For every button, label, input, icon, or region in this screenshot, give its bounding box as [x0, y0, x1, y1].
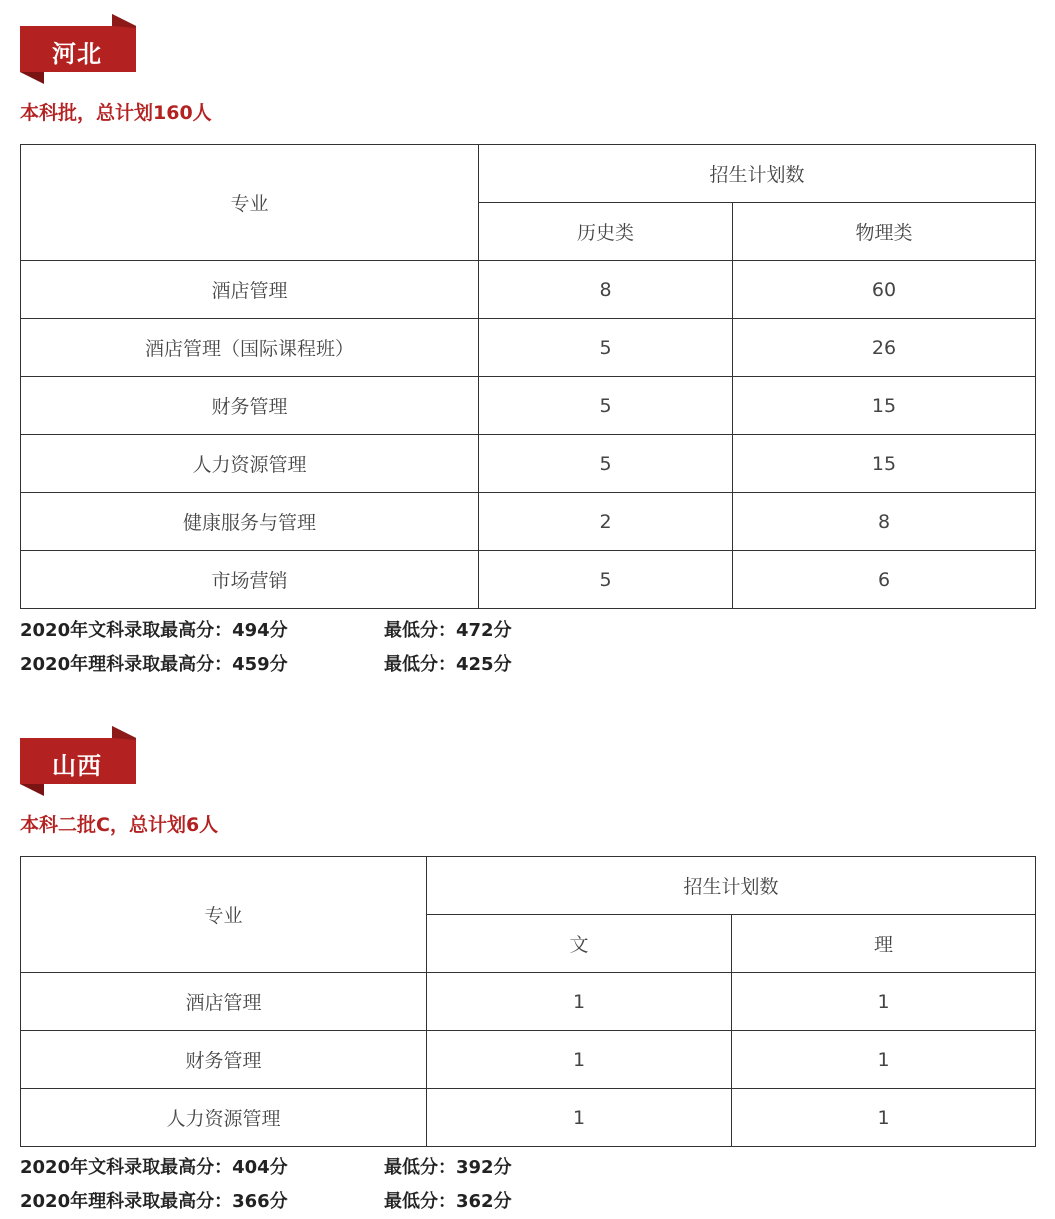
major-cell: 人力资源管理 [21, 435, 479, 493]
lowest-score: 最低分：472分 [384, 620, 512, 641]
province-name: 河北 [52, 39, 102, 68]
count-cell: 5 [479, 319, 733, 377]
header-col-science: 理 [732, 915, 1036, 973]
highest-score: 2020年理科录取最高分：366分 [20, 1191, 288, 1212]
highest-score: 2020年文科录取最高分：494分 [20, 620, 288, 641]
count-cell: 1 [427, 1031, 732, 1089]
table-row [21, 493, 1036, 551]
count-cell: 26 [733, 319, 1036, 377]
enrollment-plan-table [20, 144, 1036, 609]
count-cell: 5 [479, 377, 733, 435]
count-cell: 15 [733, 435, 1036, 493]
header-major: 专业 [21, 857, 427, 973]
highest-score: 2020年文科录取最高分：404分 [20, 1157, 288, 1178]
lowest-score: 最低分：392分 [384, 1157, 512, 1178]
table-row [21, 1031, 1036, 1089]
count-cell: 1 [732, 1089, 1036, 1147]
lowest-score: 最低分：362分 [384, 1191, 512, 1212]
province-ribbon-tag [20, 726, 138, 798]
count-cell: 2 [479, 493, 733, 551]
header-col-history: 历史类 [479, 203, 733, 261]
header-major: 专业 [21, 145, 479, 261]
table-row [21, 435, 1036, 493]
count-cell: 1 [427, 973, 732, 1031]
count-cell: 8 [733, 493, 1036, 551]
table-header-row [21, 857, 1036, 915]
batch-subtitle: 本科批，总计划160人 [20, 102, 212, 124]
table-header-row [21, 145, 1036, 203]
major-cell: 市场营销 [21, 551, 479, 609]
count-cell: 60 [733, 261, 1036, 319]
count-cell: 5 [479, 435, 733, 493]
province-ribbon-tag [20, 14, 138, 86]
admission-scores [20, 614, 512, 682]
admission-scores [20, 1151, 512, 1219]
count-cell: 5 [479, 551, 733, 609]
score-line-science [20, 648, 512, 682]
count-cell: 1 [427, 1089, 732, 1147]
major-cell: 酒店管理 [21, 261, 479, 319]
table-row [21, 261, 1036, 319]
major-cell: 健康服务与管理 [21, 493, 479, 551]
table-row [21, 319, 1036, 377]
enrollment-plan-table [20, 856, 1036, 1147]
table-row [21, 377, 1036, 435]
table-row [21, 973, 1036, 1031]
major-cell: 财务管理 [21, 1031, 427, 1089]
count-cell: 6 [733, 551, 1036, 609]
batch-subtitle: 本科二批C，总计划6人 [20, 814, 219, 836]
count-cell: 15 [733, 377, 1036, 435]
header-col-arts: 文 [427, 915, 732, 973]
count-cell: 1 [732, 1031, 1036, 1089]
header-col-physics: 物理类 [733, 203, 1036, 261]
major-cell: 酒店管理 [21, 973, 427, 1031]
score-line-arts [20, 614, 512, 648]
major-cell: 人力资源管理 [21, 1089, 427, 1147]
table-row [21, 1089, 1036, 1147]
count-cell: 8 [479, 261, 733, 319]
lowest-score: 最低分：425分 [384, 654, 512, 675]
province-name: 山西 [52, 751, 102, 780]
table-row [21, 551, 1036, 609]
header-plan-count: 招生计划数 [479, 145, 1036, 203]
score-line-arts [20, 1151, 512, 1185]
score-line-science [20, 1185, 512, 1219]
count-cell: 1 [732, 973, 1036, 1031]
highest-score: 2020年理科录取最高分：459分 [20, 654, 288, 675]
major-cell: 酒店管理（国际课程班） [21, 319, 479, 377]
major-cell: 财务管理 [21, 377, 479, 435]
header-plan-count: 招生计划数 [427, 857, 1036, 915]
